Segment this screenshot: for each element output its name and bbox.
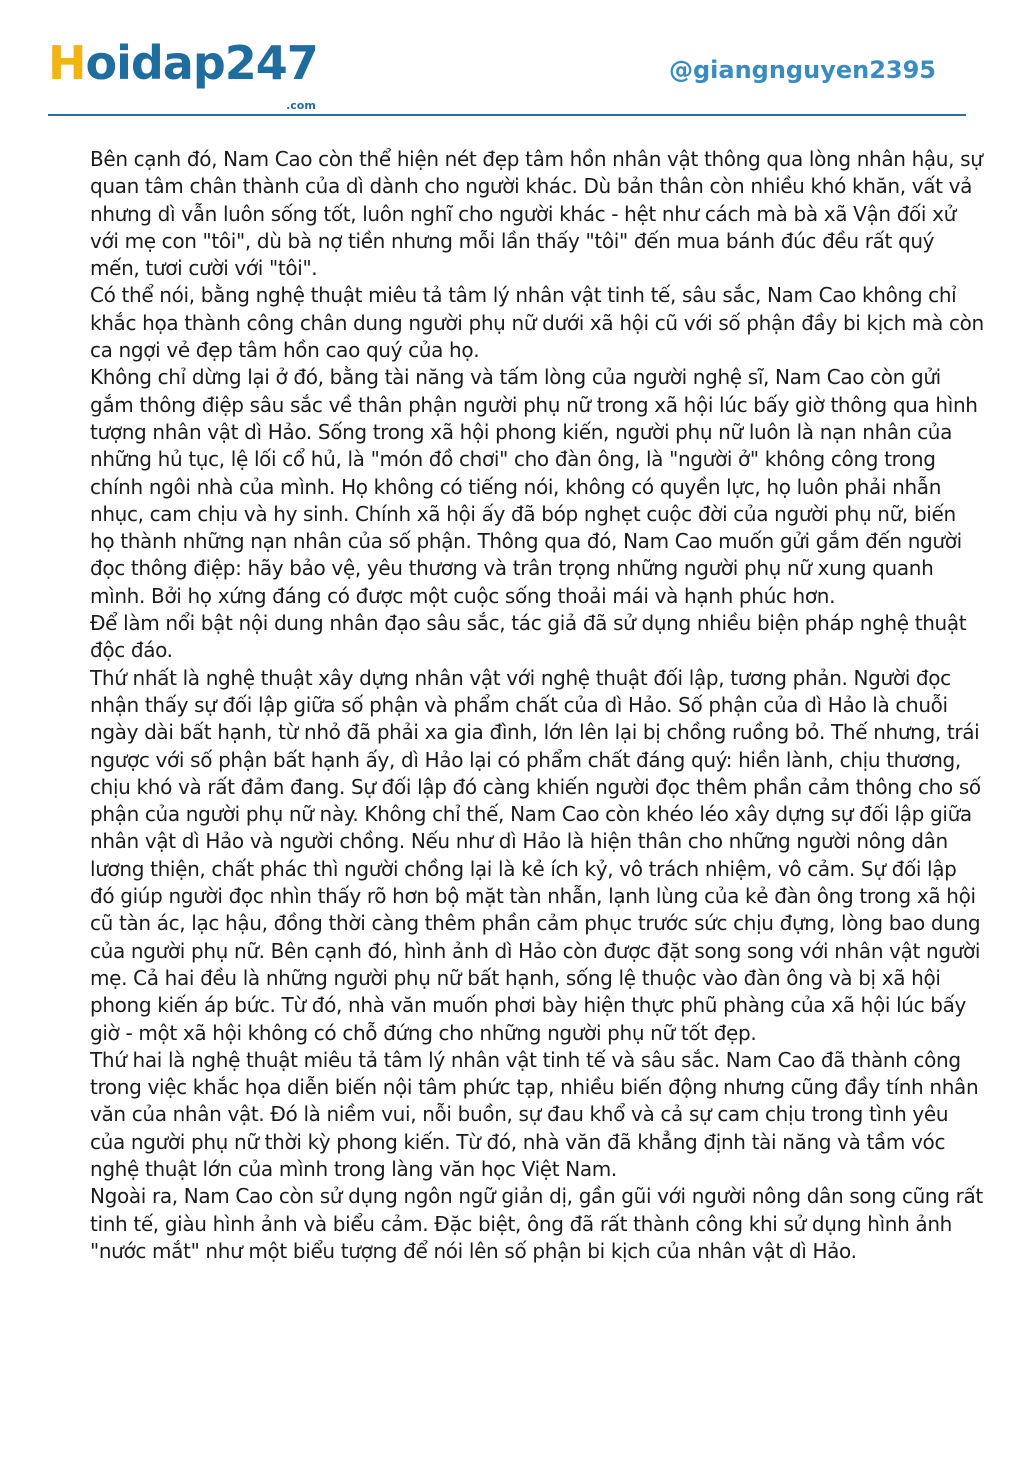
- logo-wordmark: oidap247: [85, 36, 318, 90]
- paragraph: Không chỉ dừng lại ở đó, bằng tài năng và tấm lòng của người nghệ sĩ, Nam Cao còn gửi gắm thông điệp sâu sắc về thân phận người phụ nữ trong xã hội lúc bấy giờ thông qua hình tượng nhân vật dì Hảo. Sống trong xã hội phong kiến, người phụ nữ luôn là nạn nhân của những hủ tục, lệ lối cổ hủ, là "món đồ chơi" cho đàn ông, là "người ở" không công trong chính ngôi nhà của mình. Họ không có tiếng nói, không có quyền lực, họ luôn phải nhẫn nhục, cam chịu và hy sinh. Chính xã hội ấy đã bóp nghẹt cuộc đời của người phụ nữ, biến họ thành những nạn nhân của số phận. Thông qua đó, Nam Cao muốn gửi gắm đến người đọc thông điệp: hãy bảo vệ, yêu thương và trân trọng những người phụ nữ xung quanh mình. Bởi họ xứng đáng có được một cuộc sống thoải mái và hạnh phúc hơn.: [90, 365, 978, 608]
- header-divider: [48, 114, 966, 116]
- essay-body: [90, 146, 985, 1265]
- logo-initial: H: [48, 36, 86, 90]
- hoidap247-logo[interactable]: [48, 36, 318, 112]
- paragraph: Bên cạnh đó, Nam Cao còn thể hiện nét đẹp tâm hồn nhân vật thông qua lòng nhân hậu, sự quan tâm chân thành của dì dành cho người khác. Dù bản thân còn nhiều khó khăn, vất vả nhưng dì vẫn luôn sống tốt, luôn nghĩ cho người khác - hệt như cách mà bà xã Vận đối xử với mẹ con "tôi", dù bà nợ tiền nhưng mỗi lần thấy "tôi" đến mua bánh đúc đều rất quý mến, tươi cười với "tôi".: [90, 147, 983, 281]
- author-username: @giangnguyen2395: [668, 56, 936, 84]
- paragraph: Ngoài ra, Nam Cao còn sử dụng ngôn ngữ giản dị, gần gũi với người nông dân song cũng rất tinh tế, giàu hình ảnh và biểu cảm. Đặc biệt, ông đã rất thành công khi sử dụng hình ảnh "nước mắt" như một biểu tượng để nói lên số phận bi kịch của nhân vật dì Hảo.: [90, 1184, 983, 1263]
- logo-suffix: .com: [286, 99, 316, 112]
- paragraph: Thứ nhất là nghệ thuật xây dựng nhân vật với nghệ thuật đối lập, tương phản. Người đọc nhận thấy sự đối lập giữa số phận và phẩm chất của dì Hảo. Số phận của dì Hảo là chuỗi ngày dài bất hạnh, từ nhỏ đã phải xa gia đình, lớn lên lại bị chồng ruồng bỏ. Thế nhưng, trái ngược với số phận bất hạnh ấy, dì Hảo lại có phẩm chất đáng quý: hiền lành, chịu thương, chịu khó và rất đảm đang. Sự đối lập đó càng khiến người đọc thêm phần cảm thông cho số phận của người phụ nữ này. Không chỉ thế, Nam Cao còn khéo léo xây dựng sự đối lập giữa nhân vật dì Hảo và người chồng. Nếu như dì Hảo là hiện thân cho những người nông dân lương thiện, chất phác thì người chồng lại là kẻ ích kỷ, vô trách nhiệm, vô cảm. Sự đối lập đó giúp người đọc nhìn thấy rõ hơn bộ mặt tàn nhẫn, lạnh lùng của kẻ đàn ông trong xã hội cũ tàn ác, lạc hậu, đồng thời càng thêm phần cảm phục trước sức chịu đựng, lòng bao dung của người phụ nữ. Bên cạnh đó, hình ảnh dì Hảo còn được đặt song song với nhân vật người mẹ. Cả hai đều là những người phụ nữ bất hạnh, sống lệ thuộc vào đàn ông và bị xã hội phong kiến áp bức. Từ đó, nhà văn muốn phơi bày hiện thực phũ phàng của xã hội lúc bấy giờ - một xã hội không có chỗ đứng cho những người phụ nữ tốt đẹp.: [90, 665, 981, 1045]
- paragraph: Thứ hai là nghệ thuật miêu tả tâm lý nhân vật tinh tế và sâu sắc. Nam Cao đã thành công trong việc khắc họa diễn biến nội tâm phức tạp, nhiều biến động nhưng cũng đầy tính nhân văn của nhân vật. Đó là niềm vui, nỗi buồn, sự đau khổ và cả sự cam chịu trong tình yêu của người phụ nữ thời kỳ phong kiến. Từ đó, nhà văn đã khẳng định tài năng và tầm vóc nghệ thuật lớn của mình trong làng văn học Việt Nam.: [90, 1047, 979, 1181]
- paragraph: Để làm nổi bật nội dung nhân đạo sâu sắc, tác giả đã sử dụng nhiều biện pháp nghệ thuật độc đáo.: [90, 611, 967, 663]
- paragraph: Có thể nói, bằng nghệ thuật miêu tả tâm lý nhân vật tinh tế, sâu sắc, Nam Cao không chỉ khắc họa thành công chân dung người phụ nữ dưới xã hội cũ với số phận đầy bi kịch mà còn ca ngợi vẻ đẹp tâm hồn cao quý của họ.: [90, 283, 984, 363]
- page-header: [48, 38, 966, 116]
